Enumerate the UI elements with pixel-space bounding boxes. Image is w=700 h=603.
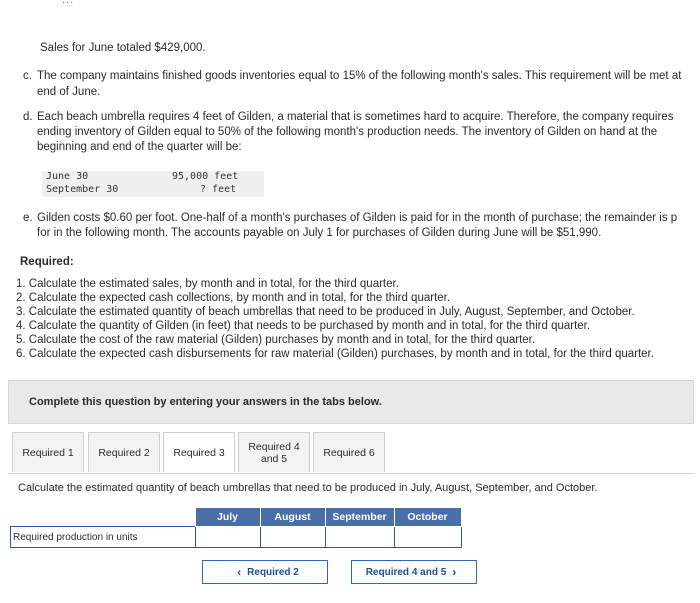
production-table	[10, 507, 462, 548]
tab-label: Required 2	[98, 446, 150, 459]
inventory-amount: ? feet	[200, 184, 237, 195]
row-label: Required production in units	[11, 527, 196, 548]
previous-required-2-button[interactable]	[202, 560, 328, 584]
column-header-august: August	[260, 508, 325, 527]
item-c-line2: end of June.	[37, 86, 101, 98]
item-d-letter: d.	[23, 111, 33, 123]
column-header-september: September	[325, 508, 394, 527]
september-production-cell	[325, 527, 394, 548]
item-d-line2: ending inventory of Gilden equal to 50% of the following month's production needs. The inventory of Gilden on hand at the	[37, 126, 658, 138]
tab-label-line2: and 5	[260, 452, 288, 465]
requirement-item: 6. Calculate the expected cash disbursements for raw material (Gilden) purchases, by month and in total, for the third quarter.	[16, 348, 654, 360]
tab-required-1[interactable]	[12, 432, 84, 472]
september-production-input[interactable]	[326, 527, 394, 547]
tab-label: Required 3	[173, 446, 225, 459]
inventory-amount: 95,000 feet	[172, 171, 239, 182]
item-d-line1: Each beach umbrella requires 4 feet of Gilden, a material that is sometimes hard to acquire. Therefore, the company requires	[37, 111, 674, 123]
tab-required-3[interactable]	[163, 432, 235, 472]
question-text: Calculate the estimated quantity of beach umbrellas that need to be produced in July, August, September, and October.	[18, 482, 598, 494]
inventory-date: September 30	[46, 184, 119, 195]
tab-required-6[interactable]	[313, 432, 385, 472]
requirement-item: 3. Calculate the estimated quantity of beach umbrellas that need to be produced in July, August, September, and October.	[16, 306, 635, 318]
next-button-label: Required 4 and 5	[365, 566, 447, 578]
july-production-input[interactable]	[196, 527, 260, 547]
october-production-input[interactable]	[395, 527, 461, 547]
tab-label-line1: Required 4	[248, 440, 300, 453]
item-e-letter: e.	[23, 212, 33, 224]
inventory-date: June 30	[46, 171, 89, 182]
item-d-line3: beginning and end of the quarter will be:	[37, 141, 242, 153]
column-header-july: July	[195, 508, 260, 527]
august-production-cell	[260, 527, 325, 548]
item-e-line2: for in the following month. The accounts payable on July 1 for purchases of Gilden during June will be $51,990.	[37, 227, 602, 239]
tab-divider	[8, 473, 694, 474]
inventory-table	[42, 171, 264, 197]
item-e-line1: Gilden costs $0.60 per foot. One-half of a month's purchases of Gilden is paid for in the month of purchase; the remainder is p	[37, 212, 678, 224]
requirement-item: 4. Calculate the quantity of Gilden (in feet) that needs to be purchased by month and in total, for the third quarter.	[16, 320, 591, 332]
banner-text: Complete this question by entering your answers in the tabs below.	[29, 396, 382, 408]
october-production-cell	[394, 527, 461, 548]
header-blank	[11, 508, 196, 527]
june-sales-text: Sales for June totaled $429,000.	[40, 42, 206, 54]
required-heading: Required:	[20, 256, 74, 268]
next-required-4-and-5-button[interactable]	[351, 560, 477, 584]
july-production-cell	[195, 527, 260, 548]
item-c-line1: The company maintains finished goods inventories equal to 15% of the following month's sales. This requirement will be met at	[37, 70, 682, 82]
requirement-item: 2. Calculate the expected cash collections, by month and in total, for the third quarter.	[16, 292, 451, 304]
requirement-item: 1. Calculate the estimated sales, by month and in total, for the third quarter.	[16, 278, 399, 290]
prev-button-label: Required 2	[247, 566, 299, 578]
table-row	[11, 527, 462, 548]
instructions-banner	[8, 380, 694, 424]
cutoff-text: ...	[62, 0, 75, 6]
tab-required-2[interactable]	[88, 432, 160, 472]
item-c-letter: c.	[23, 70, 32, 82]
chevron-left-icon: ‹	[237, 565, 242, 579]
chevron-right-icon: ›	[452, 565, 457, 579]
tab-required-4-and-5[interactable]	[238, 432, 310, 472]
column-header-october: October	[394, 508, 461, 527]
august-production-input[interactable]	[261, 527, 325, 547]
tab-label: Required 6	[323, 446, 375, 459]
requirement-item: 5. Calculate the cost of the raw material (Gilden) purchases by month and in total, for the third quarter.	[16, 334, 536, 346]
tab-label: Required 1	[22, 446, 74, 459]
